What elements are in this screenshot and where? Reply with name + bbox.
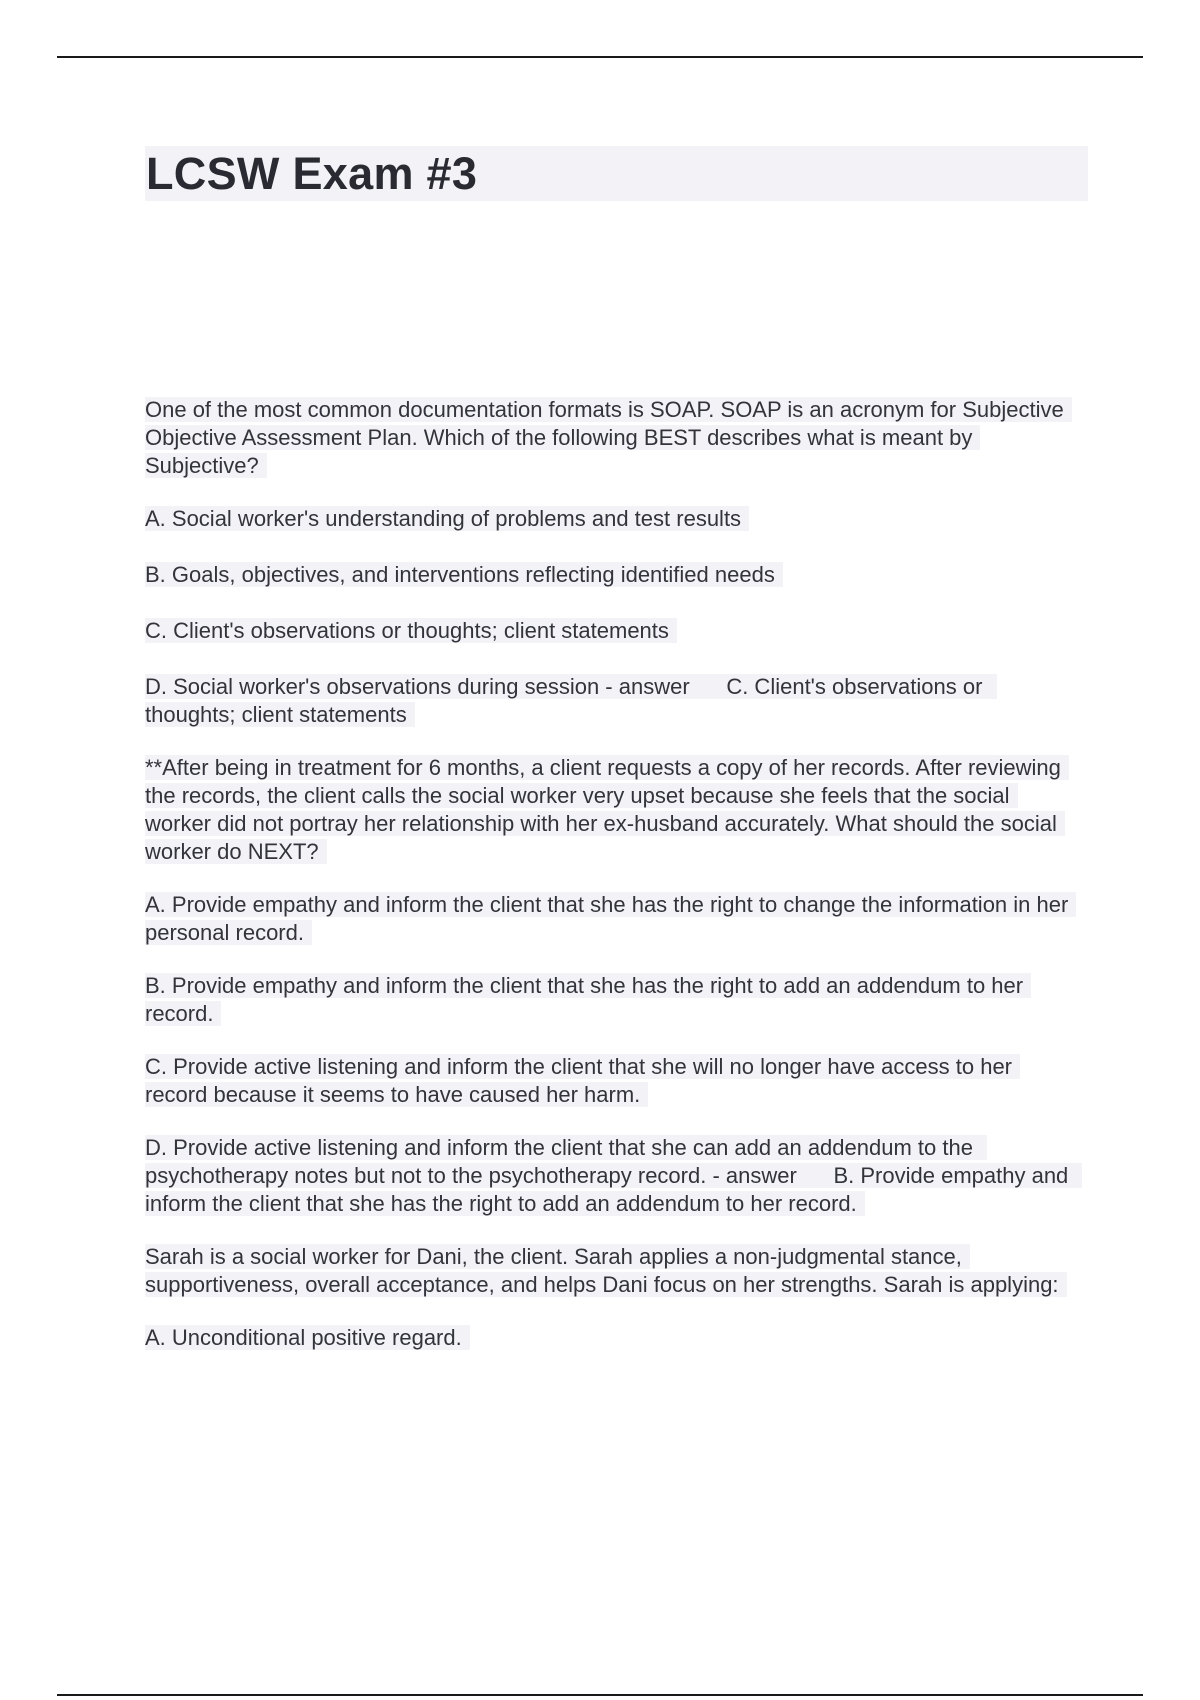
question-1-stem-text: One of the most common documentation formats is SOAP. SOAP is an acronym for Subjective Objective Assessment Plan. Which of the following BEST describes what is meant by Subjective?: [145, 397, 1072, 478]
question-2-stem-text: **After being in treatment for 6 months, a client requests a copy of her records. After reviewing the records, the client calls the social worker very upset because she feels that the social worker did not portray her relationship with her ex-husband accurately. What should the social worker do NEXT?: [145, 755, 1069, 864]
question-1-option-a-text: A. Social worker's understanding of problems and test results: [145, 506, 749, 531]
question-2-option-c: [145, 1053, 1075, 1109]
question-3-stem-text: Sarah is a social worker for Dani, the client. Sarah applies a non-judgmental stance, supportiveness, overall acceptance, and helps Dani focus on her strengths. Sarah is applying:: [145, 1244, 1067, 1297]
question-2-option-a: [145, 891, 1075, 947]
bottom-rule: [57, 1694, 1143, 1696]
top-rule: [57, 56, 1143, 58]
question-3-option-a: [145, 1324, 1075, 1352]
question-2-option-d-answer-text: D. Provide active listening and inform the client that she can add an addendum to the psychotherapy notes but not to the psychotherapy record. - answer B. Provide empathy and inform the client that she has the right to add an addendum to her record.: [145, 1135, 1082, 1216]
question-3-option-a-text: A. Unconditional positive regard.: [145, 1325, 470, 1350]
page-title: LCSW Exam #3: [146, 148, 478, 199]
question-2-stem: [145, 754, 1075, 866]
question-2-option-b-text: B. Provide empathy and inform the client that she has the right to add an addendum to her record.: [145, 973, 1031, 1026]
question-1-option-a: [145, 505, 1075, 533]
question-2-option-c-text: C. Provide active listening and inform the client that she will no longer have access to her record because it seems to have caused her harm.: [145, 1054, 1020, 1107]
question-1-stem: [145, 396, 1075, 480]
question-1-option-b: [145, 561, 1075, 589]
question-2-option-a-text: A. Provide empathy and inform the client that she has the right to change the information in her personal record.: [145, 892, 1076, 945]
question-1-option-d-answer-text: D. Social worker's observations during session - answer C. Client's observations or thoughts; client statements: [145, 674, 997, 727]
question-3-stem: [145, 1243, 1075, 1299]
question-1-option-d-answer: [145, 673, 1075, 729]
question-1-option-c: [145, 617, 1075, 645]
document-body: [145, 396, 1075, 1377]
question-1-option-c-text: C. Client's observations or thoughts; client statements: [145, 618, 677, 643]
question-2-option-d-answer: [145, 1134, 1075, 1218]
question-1-option-b-text: B. Goals, objectives, and interventions reflecting identified needs: [145, 562, 783, 587]
question-2-option-b: [145, 972, 1075, 1028]
